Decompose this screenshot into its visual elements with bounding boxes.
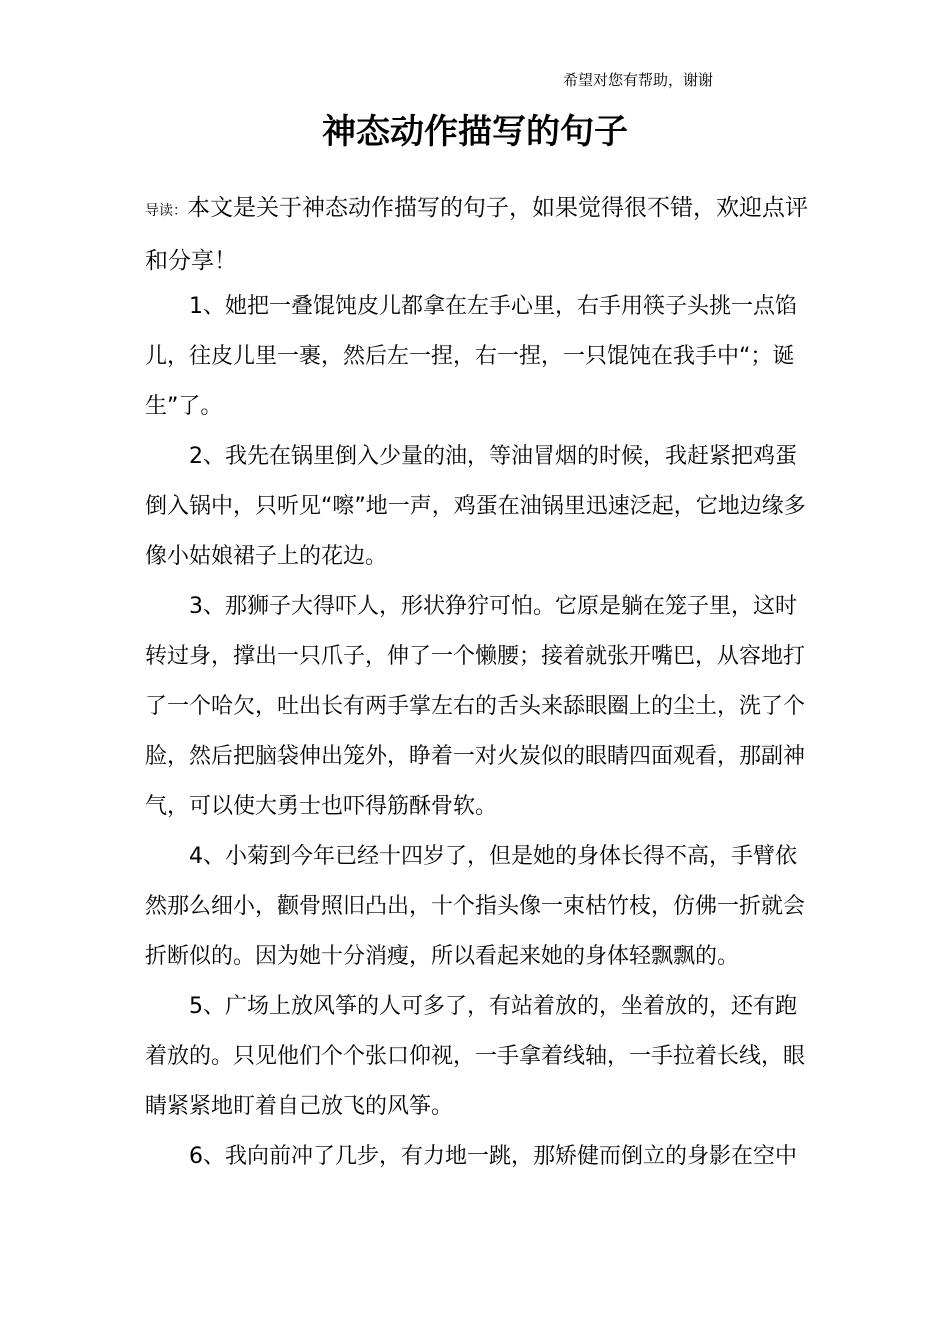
body-text — [145, 282, 810, 1182]
document-title: 神态动作描写的句子 — [322, 112, 628, 152]
intro-text: 本文是关于神态动作描写的句子，如果觉得很不错，欢迎点评和分享！ — [145, 195, 808, 274]
paragraph-5: 5、广场上放风筝的人可多了，有站着放的，坐着放的，还有跑着放的。只见他们个个张口仰视，一手拿着线轴，一手拉着长线，眼睛紧紧地盯着自己放飞的风筝。 — [145, 994, 806, 1119]
paragraph-6: 6、我向前冲了几步，有力地一跳，那矫健而倒立的身影在空中 — [189, 1144, 797, 1169]
paragraph-4: 4、小菊到今年已经十四岁了，但是她的身体长得不高，手臂依然那么细小，颧骨照旧凸出，十个指头像一束枯竹枝，仿佛一折就会折断似的。因为她十分消瘦，所以看起来她的身体轻飘飘的。 — [145, 844, 806, 969]
paragraph-1: 1、她把一叠馄饨皮儿都拿在左手心里，右手用筷子头挑一点馅儿，往皮儿里一裹，然后左一捏，右一捏，一只馄饨在我手中“；诞生”了。 — [145, 294, 797, 419]
paragraph-3: 3、那狮子大得吓人，形状狰狞可怕。它原是躺在笼子里，这时转过身，撑出一只爪子，伸了一个懒腰；接着就张开嘴巴，从容地打了一个哈欠，吐出长有两手掌左右的舌头来舔眼圈上的尘土，洗了个脸，然后把脑袋伸出笼外，睁着一对火炭似的眼睛四面观看，那副神气，可以使大勇士也吓得筋酥骨软。 — [145, 594, 806, 819]
intro-paragraph — [145, 183, 815, 286]
intro-label: 导读： — [145, 203, 187, 219]
paragraph-2: 2、我先在锅里倒入少量的油，等油冒烟的时候，我赶紧把鸡蛋倒入锅中，只听见“嚓”地一声，鸡蛋在油锅里迅速泛起，它地边缘多像小姑娘裙子上的花边。 — [145, 444, 806, 569]
header-note: 希望对您有帮助，谢谢 — [563, 71, 714, 89]
